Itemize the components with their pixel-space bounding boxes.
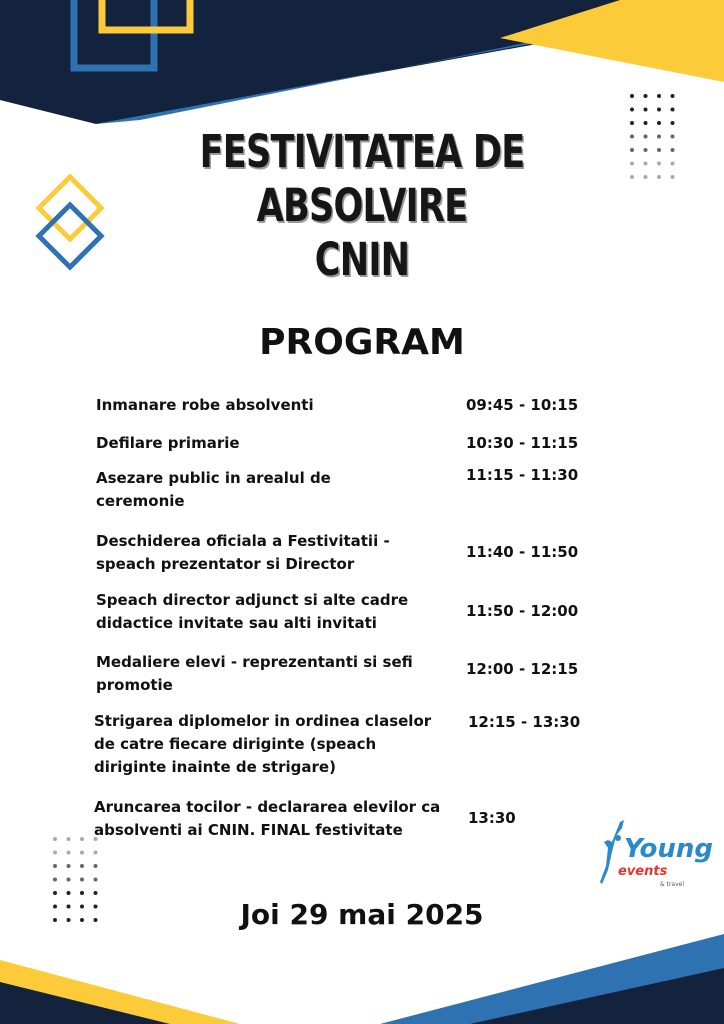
dot	[644, 108, 648, 112]
dot	[630, 121, 634, 125]
dot	[671, 162, 675, 166]
dot	[657, 108, 661, 112]
logo-word-events: events	[618, 864, 668, 879]
dot	[53, 878, 57, 882]
dot	[67, 851, 71, 855]
dot	[671, 94, 675, 98]
dot	[53, 864, 57, 868]
schedule-activity: Strigarea diplomelor in ordinea claselor de catre fiecare diriginte (speach diriginte inainte de strigare)	[94, 712, 432, 776]
dot	[657, 162, 661, 166]
event-date: Joi 29 mai 2025	[240, 898, 484, 931]
logo-word-young: Young	[624, 834, 713, 864]
dot	[657, 94, 661, 98]
title-line-1: FESTIVITATEA DE	[199, 125, 525, 178]
dot	[630, 94, 634, 98]
dot	[657, 121, 661, 125]
schedule-activity: Defilare primarie	[96, 434, 240, 452]
schedule-time: 12:15 - 13:30	[468, 713, 581, 731]
schedule-activity: Speach director adjunct si alte cadre didactice invitate sau alti invitati	[96, 591, 409, 632]
logo-word-travel: & travel	[660, 881, 684, 888]
dot	[671, 108, 675, 112]
dot	[644, 94, 648, 98]
dot	[644, 121, 648, 125]
dot	[94, 864, 98, 868]
dot	[67, 837, 71, 841]
dot	[630, 108, 634, 112]
dot	[94, 878, 98, 882]
schedule-activity: Inmanare robe absolventi	[96, 396, 314, 414]
dot	[94, 891, 98, 895]
dot	[657, 148, 661, 152]
dot	[671, 121, 675, 125]
schedule-time: 10:30 - 11:15	[466, 434, 579, 452]
schedule-activity: Asezare public in arealul de ceremonie	[96, 469, 331, 510]
schedule-time: 11:15 - 11:30	[466, 466, 579, 484]
schedule-time: 09:45 - 10:15	[466, 396, 579, 414]
schedule-activity: Medaliere elevi - reprezentanti si sefi promotie	[96, 653, 413, 694]
dot	[80, 891, 84, 895]
dot	[94, 851, 98, 855]
schedule-time: 11:50 - 12:00	[466, 602, 579, 620]
dot	[67, 878, 71, 882]
dot	[53, 891, 57, 895]
young-events-logo	[596, 818, 713, 890]
dot	[53, 851, 57, 855]
schedule-time: 11:40 - 11:50	[466, 543, 579, 561]
dot	[80, 864, 84, 868]
title-line-2: ABSOLVIRE	[256, 179, 468, 232]
dot	[67, 864, 71, 868]
dot	[671, 135, 675, 139]
dot	[67, 891, 71, 895]
schedule-time: 12:00 - 12:15	[466, 660, 579, 678]
schedule-time: 13:30	[468, 809, 516, 827]
program-heading: PROGRAM	[259, 322, 465, 363]
dot	[657, 175, 661, 179]
dot	[671, 148, 675, 152]
dot	[671, 175, 675, 179]
dot	[80, 837, 84, 841]
schedule-activity: Aruncarea tocilor - declararea elevilor ca absolventi ai CNIN. FINAL festivitate	[94, 798, 441, 839]
dot	[657, 135, 661, 139]
dot	[80, 851, 84, 855]
dot	[80, 878, 84, 882]
dot	[53, 837, 57, 841]
schedule-activity: Deschiderea oficiala a Festivitatii - speach prezentator si Director	[96, 532, 390, 573]
title-line-3: CNIN	[314, 233, 410, 286]
